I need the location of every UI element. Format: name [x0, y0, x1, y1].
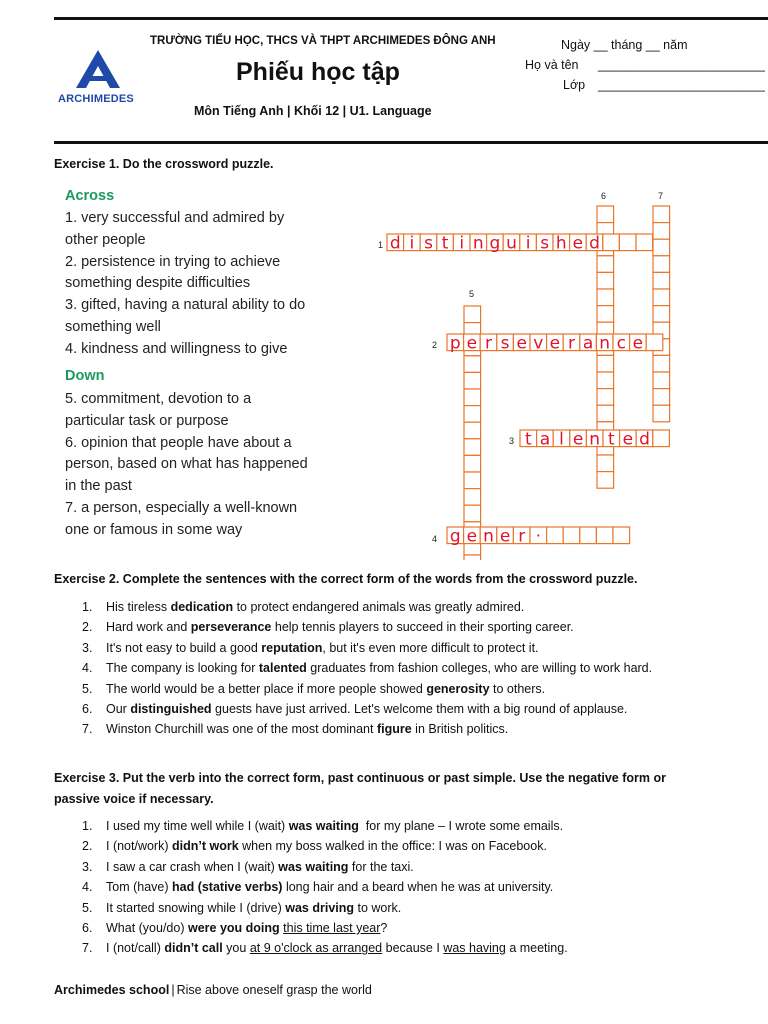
- across-4-letter: g: [449, 526, 461, 547]
- down-5-cell[interactable]: [464, 439, 481, 456]
- item-text: I (not/work): [106, 839, 172, 854]
- across-clues: [65, 208, 305, 361]
- list-item: [54, 836, 722, 856]
- across-1-letter: g: [489, 233, 501, 254]
- item-text: a meeting.: [505, 941, 568, 956]
- answer: talented: [258, 661, 307, 676]
- answer: were you doing: [187, 921, 280, 936]
- down-6-cell[interactable]: [597, 372, 614, 389]
- answer: dedication: [170, 600, 234, 614]
- down-6-cell[interactable]: [597, 289, 614, 306]
- answer: figure: [376, 722, 412, 737]
- item-text: to protect endangered animals was greatly admired.: [233, 600, 525, 614]
- item-text: guests have just arrived. Let's welcome them with a big round of applause.: [211, 702, 628, 717]
- item-number: 6.: [82, 921, 93, 936]
- across-2-letter: n: [599, 333, 611, 354]
- school-name: TRƯỜNG TIỂU HỌC, THCS VÀ THPT ARCHIMEDES ĐÔNG ANH: [150, 35, 496, 47]
- down-5-cell[interactable]: [464, 455, 481, 472]
- item-text: The world would be a better place if more people showed: [106, 681, 427, 696]
- down-5-cell[interactable]: [464, 472, 481, 489]
- answer: had (stative verbs): [172, 880, 283, 895]
- item-text: The company is looking for: [106, 661, 259, 676]
- down-7-cell[interactable]: [653, 306, 670, 323]
- item-text: long hair and a beard when he was at university.: [282, 880, 554, 895]
- across-2-letter: c: [616, 333, 626, 354]
- clue-number: 1: [378, 240, 384, 250]
- down-5-cell[interactable]: [464, 372, 481, 389]
- down-6-cell[interactable]: [597, 405, 614, 422]
- down-7-cell[interactable]: [653, 256, 670, 273]
- clue-line: in the past: [65, 478, 132, 495]
- footer-school: Archimedes school: [54, 983, 170, 997]
- across-1-letter: d: [389, 233, 401, 254]
- list-item: [54, 617, 722, 637]
- item-number: 5.: [82, 900, 93, 915]
- across-1-cell[interactable]: [603, 234, 620, 251]
- down-7-cell[interactable]: [653, 355, 670, 372]
- answer: didn’t call: [164, 941, 223, 956]
- item-text: to others.: [489, 681, 546, 696]
- name-blank: ________________________: [598, 58, 765, 72]
- down-7-cell[interactable]: [653, 389, 670, 406]
- across-4-cell[interactable]: [596, 527, 613, 544]
- answer: was waiting: [278, 859, 349, 874]
- item-text: What (you/do): [106, 921, 188, 936]
- list-item: [54, 699, 722, 719]
- down-6-cell[interactable]: [597, 472, 614, 489]
- clue-line: person, based on what has happened: [65, 456, 308, 473]
- exercise3-list: [54, 816, 722, 959]
- across-4-cell[interactable]: [547, 527, 564, 544]
- list-item: [54, 638, 722, 658]
- down-7-cell[interactable]: [653, 223, 670, 240]
- item-text: for the taxi.: [348, 859, 414, 874]
- footer: [54, 983, 372, 997]
- across-2-letter: s: [500, 333, 510, 354]
- down-6-cell[interactable]: [597, 206, 614, 223]
- exercise3-title-line2: passive voice if necessary.: [54, 792, 214, 806]
- down-5-cell[interactable]: [464, 306, 481, 323]
- list-item: [54, 719, 722, 739]
- clue-line: 2. persistence in trying to achieve: [65, 253, 281, 270]
- down-7-cell[interactable]: [653, 206, 670, 223]
- clue-line: one or famous in some way: [65, 521, 243, 538]
- clue-line: something well: [65, 318, 161, 335]
- crossword-grid: [370, 185, 690, 560]
- across-1-cell[interactable]: [636, 234, 653, 251]
- across-1-letter: e: [572, 233, 584, 254]
- answer: reputation: [261, 640, 323, 655]
- item-text: It's not easy to build a good: [106, 640, 262, 655]
- list-item: [54, 938, 722, 958]
- item-number: 2.: [82, 620, 93, 635]
- across-2-letter: e: [632, 333, 644, 354]
- clue-line: something despite difficulties: [65, 275, 251, 292]
- across-3-cell[interactable]: [653, 430, 670, 447]
- across-1-letter: i: [409, 233, 415, 254]
- down-5-cell[interactable]: [464, 356, 481, 373]
- across-3-letter: e: [572, 429, 584, 450]
- across-3-letter: t: [524, 429, 532, 450]
- list-item: [54, 898, 722, 918]
- across-2-letter: r: [485, 333, 492, 354]
- item-text: in British politics.: [411, 722, 509, 737]
- down-5-cell[interactable]: [464, 505, 481, 522]
- down-heading: Down: [65, 368, 105, 384]
- clue-line: 1. very successful and admired by: [65, 210, 285, 226]
- clue-line: 6. opinion that people have about a: [65, 434, 292, 451]
- down-5-cell[interactable]: [464, 422, 481, 439]
- item-text: I saw a car crash when I (wait): [106, 859, 279, 874]
- across-3-letter: d: [639, 429, 650, 450]
- item-number: 2.: [82, 839, 93, 854]
- exercise2-title: Exercise 2. Complete the sentences with the correct form of the words from the crossword puzzle.: [54, 572, 638, 586]
- underlined-text: at 9 o'clock as arranged: [249, 941, 383, 956]
- item-text: because I: [382, 941, 444, 956]
- across-2-cell[interactable]: [646, 334, 663, 351]
- item-number: 3.: [82, 640, 93, 655]
- across-heading: Across: [65, 188, 115, 204]
- item-text: for my plane – I wrote some emails.: [358, 819, 564, 833]
- item-text: Winston Churchill was one of the most dominant: [106, 722, 377, 737]
- answer: distinguished: [130, 702, 212, 717]
- exercise3-title-line1: Exercise 3. Put the verb into the correct form, past continuous or past simple. Use the negative form or: [54, 771, 666, 785]
- item-text: , but it's even more difficult to protect it.: [322, 640, 539, 655]
- top-rule: [54, 17, 768, 20]
- across-1-letter: t: [441, 233, 449, 254]
- item-text: when my boss walked in the office: I was on Facebook.: [238, 839, 547, 854]
- clue-number: 3: [509, 436, 515, 446]
- across-3-letter: a: [539, 429, 551, 450]
- across-2-letter: v: [533, 333, 544, 354]
- across-4-letter: r: [518, 526, 526, 547]
- clue-line: 4. kindness and willingness to give: [65, 340, 288, 357]
- clue-number: 7: [658, 191, 664, 201]
- logo-text: ARCHIMEDES: [58, 93, 134, 105]
- page-title: Phiếu học tập: [236, 58, 400, 86]
- item-text: I (not/call): [106, 941, 165, 956]
- down-6-cell[interactable]: [597, 389, 614, 406]
- across-3-letter: n: [589, 429, 601, 450]
- across-4-letter: e: [466, 526, 478, 547]
- across-2-letter: e: [466, 333, 478, 354]
- answer: was waiting: [288, 819, 359, 833]
- across-4-letter: e: [499, 526, 511, 547]
- across-1-letter: d: [589, 233, 600, 254]
- item-text: help tennis players to succeed in their sporting career.: [271, 620, 574, 635]
- item-text: Hard work and: [106, 620, 191, 635]
- answer: generosity: [426, 681, 490, 696]
- clue-line: particular task or purpose: [65, 412, 229, 429]
- down-6-cell[interactable]: [597, 256, 614, 273]
- item-number: 6.: [82, 702, 93, 717]
- down-7-cell[interactable]: [653, 239, 670, 256]
- down-7-cell[interactable]: [653, 372, 670, 389]
- down-5-cell[interactable]: [464, 489, 481, 506]
- name-label: Họ và tên: [525, 58, 579, 72]
- across-3-letter: t: [607, 429, 615, 450]
- across-1-letter: s: [540, 233, 550, 254]
- clue-number: 5: [469, 289, 475, 299]
- down-5-cell[interactable]: [464, 406, 481, 423]
- exercise1-title: Exercise 1. Do the crossword puzzle.: [54, 157, 274, 171]
- across-1-cell[interactable]: [619, 234, 636, 251]
- item-text: you: [222, 941, 250, 956]
- down-7-cell[interactable]: [653, 405, 670, 422]
- clue-number: 2: [432, 340, 438, 350]
- exercise2-list: [54, 597, 722, 740]
- across-1-letter: s: [424, 233, 433, 254]
- across-1-letter: h: [555, 233, 567, 254]
- across-4-letter: ·: [535, 526, 542, 547]
- underlined-text: was having: [443, 941, 506, 956]
- item-text: His tireless: [106, 600, 171, 614]
- across-3-letter: l: [559, 429, 564, 450]
- across-4-cell[interactable]: [580, 527, 597, 544]
- clue-number: 6: [601, 191, 607, 201]
- item-number: 3.: [82, 859, 93, 874]
- answer: perseverance: [190, 620, 272, 635]
- item-number: 7.: [82, 941, 93, 956]
- item-number: 4.: [82, 661, 93, 676]
- across-2-letter: a: [582, 333, 594, 354]
- list-item: [54, 679, 722, 699]
- item-number: 1.: [82, 600, 93, 614]
- item-number: 5.: [82, 681, 93, 696]
- item-number: 1.: [82, 819, 93, 833]
- footer-separator: |: [171, 983, 175, 997]
- item-text: It started snowing while I (drive): [106, 900, 286, 915]
- across-1-letter: u: [506, 233, 517, 254]
- underlined-text: this time last year: [283, 921, 381, 936]
- down-5-cell[interactable]: [464, 389, 481, 406]
- down-6-cell[interactable]: [597, 272, 614, 289]
- header-bottom-rule: [54, 141, 768, 144]
- down-5-cell[interactable]: [464, 555, 481, 560]
- subject-line: Môn Tiếng Anh | Khối 12 | U1. Language: [194, 104, 432, 118]
- across-3-letter: e: [622, 429, 634, 450]
- down-7-cell[interactable]: [653, 289, 670, 306]
- item-text: to work.: [354, 900, 402, 915]
- answer: was driving: [285, 900, 355, 915]
- class-blank: ________________________: [598, 78, 765, 92]
- across-1-letter: i: [525, 233, 531, 254]
- down-7-cell[interactable]: [653, 272, 670, 289]
- across-2-letter: r: [568, 333, 575, 354]
- down-6-cell[interactable]: [597, 355, 614, 372]
- across-1-letter: n: [472, 233, 484, 254]
- clue-line: other people: [65, 231, 146, 248]
- down-6-cell[interactable]: [597, 455, 614, 472]
- list-item: [54, 877, 722, 897]
- date-line: Ngày __ tháng __ năm: [561, 38, 688, 52]
- answer: didn’t work: [172, 839, 239, 854]
- item-text: ?: [380, 921, 388, 936]
- item-text: Tom (have): [106, 880, 172, 895]
- list-item: [54, 816, 722, 836]
- class-label: Lớp: [563, 78, 586, 92]
- across-4-cell[interactable]: [613, 527, 630, 544]
- down-6-cell[interactable]: [597, 306, 614, 323]
- list-item: [54, 918, 722, 938]
- clue-number: 4: [432, 534, 438, 544]
- archimedes-logo-icon: [74, 48, 122, 90]
- item-text: Our: [106, 702, 131, 717]
- item-text: I used my time well while I (wait): [106, 819, 289, 833]
- footer-motto: Rise above oneself grasp the world: [176, 983, 372, 997]
- clue-line: 5. commitment, devotion to a: [65, 391, 252, 407]
- across-4-cell[interactable]: [563, 527, 580, 544]
- across-2-letter: e: [549, 333, 561, 354]
- across-1-letter: i: [459, 233, 465, 254]
- across-2-letter: e: [516, 333, 527, 354]
- down-clues: [65, 389, 308, 542]
- item-number: 7.: [82, 722, 93, 737]
- list-item: [54, 597, 722, 617]
- list-item: [54, 658, 722, 678]
- across-2-letter: p: [449, 333, 461, 354]
- item-text: graduates from fashion colleges, who are willing to work hard.: [306, 661, 653, 676]
- across-4-letter: n: [483, 526, 494, 547]
- clue-line: 7. a person, especially a well-known: [65, 499, 298, 516]
- item-number: 4.: [82, 880, 93, 895]
- list-item: [54, 857, 722, 877]
- clue-line: 3. gifted, having a natural ability to do: [65, 297, 306, 314]
